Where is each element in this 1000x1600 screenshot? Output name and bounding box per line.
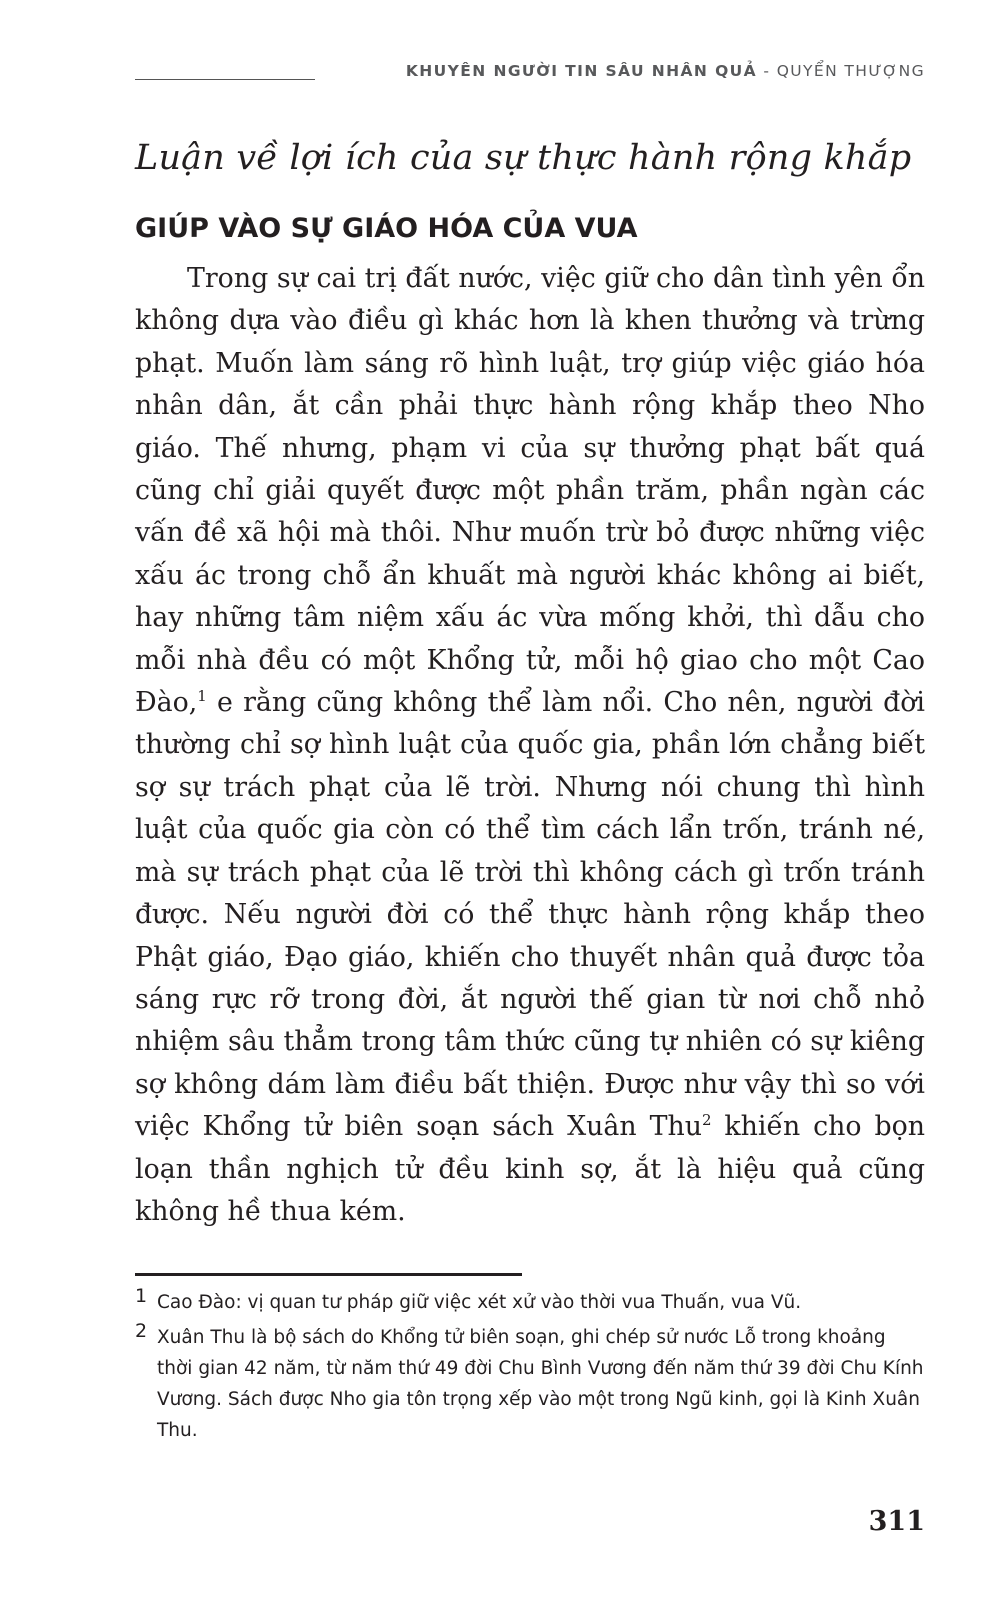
footnote-text-2: Xuân Thu là bộ sách do Khổng tử biên soạn, ghi chép sử nước Lỗ trong khoảng thời gian 42 năm, từ năm thứ 49 đời Chu Bình Vương đến năm thứ 39 đời Chu Kính Vương. Sách được Nho gia tôn trọng xếp vào một trong Ngũ kinh, gọi là Kinh Xuân Thu. [157,1327,924,1441]
page-number: 311 [868,1506,925,1537]
footnote-number-1: 1 [135,1285,148,1307]
footnote-ref-1: 1 [197,687,207,706]
body-paragraph [135,258,925,1233]
paragraph-part-2: e rằng cũng không thể làm nổi. Cho nên, người đời thường chỉ sợ hình luật của quốc gia, phần lớn chẳng biết sợ sự trách phạt của lẽ trời. Nhưng nói chung thì hình luật của quốc gia còn có thể tìm cách lẩn trốn, tránh né, mà sự trách phạt của lẽ trời thì không cách gì trốn tránh được. Nếu người đời có thể thực hành rộng khắp theo Phật giáo, Đạo giáo, khiến cho thuyết nhân quả được tỏa sáng rực rỡ trong đời, ắt người thế gian từ nơi chỗ nhỏ nhiệm sâu thẳm trong tâm thức cũng tự nhiên có sự kiêng sợ không dám làm điều bất thiện. Được như vậy thì so với việc Khổng tử biên soạn sách Xuân Thu [135,687,925,1143]
footnote-rule [135,1273,522,1276]
volume-label: QUYỂN THƯỢNG [776,62,925,80]
section-heading: GIÚP VÀO SỰ GIÁO HÓA CỦA VUA [135,213,638,244]
paragraph-part-3: khiến cho bọn loạn thần nghịch tử đều kinh sợ, ắt là hiệu quả cũng không hề thua kém. [135,1111,925,1227]
header-rule [135,79,315,80]
chapter-title: Luận về lợi ích của sự thực hành rộng khắp [135,138,912,178]
running-header [135,62,925,86]
footnote-ref-2: 2 [701,1111,712,1130]
book-title: KHUYÊN NGƯỜI TIN SÂU NHÂN QUẢ [405,62,758,80]
paragraph-part-1: Trong sự cai trị đất nước, việc giữ cho dân tình yên ổn không dựa vào điều gì khác hơn là khen thưởng và trừng phạt. Muốn làm sáng rõ hình luật, trợ giúp việc giáo hóa nhân dân, ắt cần phải thực hành rộng khắp theo Nho giáo. Thế nhưng, phạm vi của sự thưởng phạt bất quá cũng chỉ giải quyết được một phần trăm, phần ngàn các vấn đề xã hội mà thôi. Như muốn trừ bỏ được những việc xấu ác trong chỗ ẩn khuất mà người khác không ai biết, hay những tâm niệm xấu ác vừa mống khởi, thì dẫu cho mỗi nhà đều có một Khổng tử, mỗi hộ giao cho một Cao Đào, [135,263,925,719]
footnote-number-2: 2 [135,1320,148,1342]
footnote-1 [135,1287,925,1318]
footnote-text-1: Cao Đào: vị quan tư pháp giữ việc xét xử vào thời vua Thuấn, vua Vũ. [157,1292,802,1313]
footnote-2 [135,1322,925,1446]
running-header-text [406,62,925,80]
header-separator: - [757,62,777,80]
